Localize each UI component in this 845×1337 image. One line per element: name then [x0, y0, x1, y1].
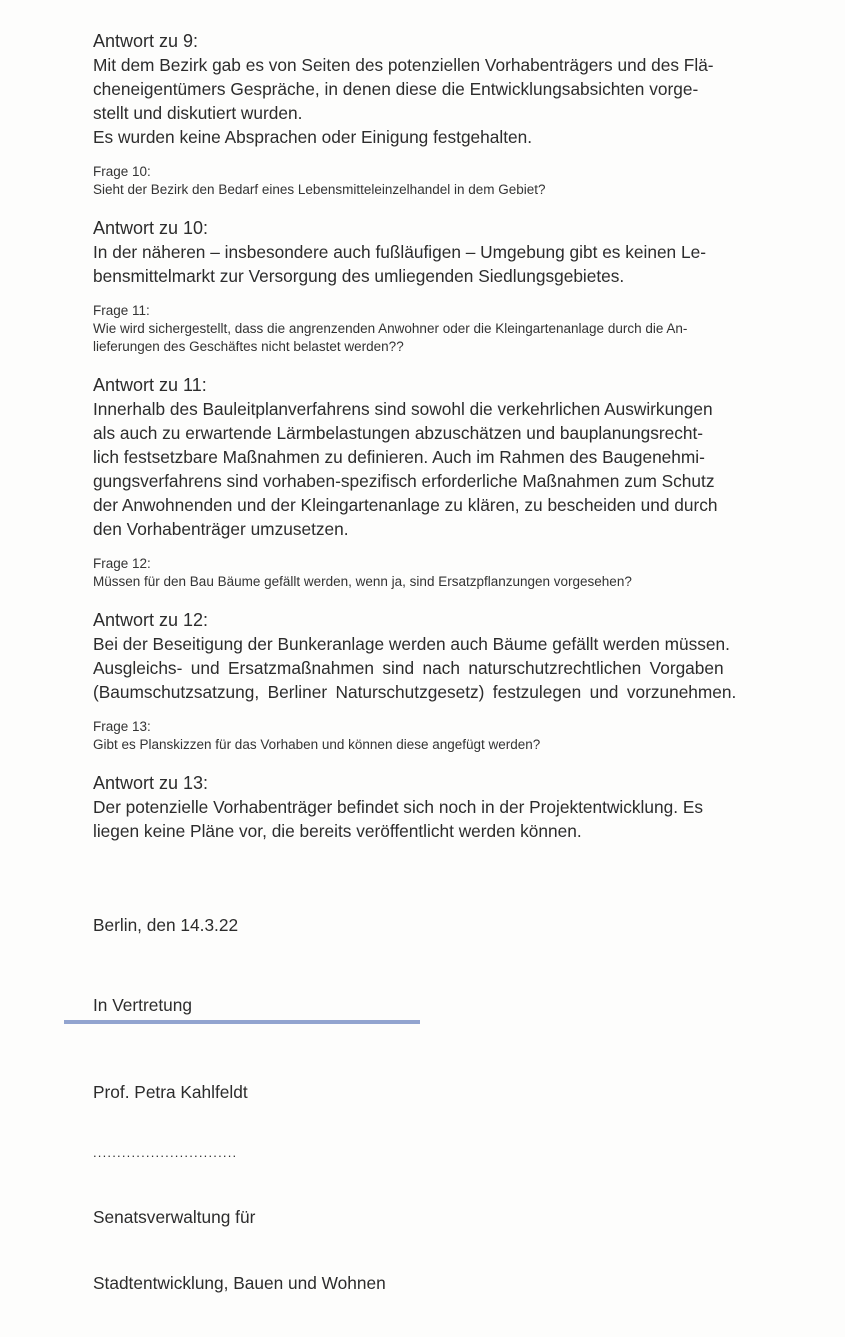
answer-body: [93, 795, 805, 843]
text-line: Bei der Beseitigung der Bunkeranlage werden auch Bäume gefällt werden müssen.: [93, 634, 730, 654]
org-name-line-2: Stadtentwicklung, Bauen und Wohnen: [93, 1273, 386, 1293]
text-line: Wie wird sichergestellt, dass die angrenzenden Anwohner oder die Kleingartenanlage durch die An-: [93, 321, 688, 336]
text-line: Antwort zu 10:: [93, 218, 209, 238]
text-line: Frage 13:: [93, 719, 151, 734]
text-line: Ausgleichs- und Ersatzmaßnahmen sind nach naturschutzrechtlichen Vorgaben: [93, 658, 724, 678]
answer-heading: [93, 29, 805, 53]
text-line: cheneigentümers Gespräche, in denen diese die Entwicklungsabsichten vorge-: [93, 79, 699, 99]
question-heading: [93, 302, 805, 320]
text-line: Antwort zu 13:: [93, 773, 209, 793]
text-line: als auch zu erwartende Lärmbelastungen abzuschätzen und bauplanungsrecht-: [93, 423, 704, 443]
answer-heading: [93, 216, 805, 240]
answer-body: [93, 240, 805, 288]
text-line: Sieht der Bezirk den Bedarf eines Lebensmitteleinzelhandel in dem Gebiet?: [93, 182, 546, 197]
answer-heading: [93, 373, 805, 397]
text-line: Es wurden keine Absprachen oder Einigung festgehalten.: [93, 127, 533, 147]
answer-heading: [93, 608, 805, 632]
question-heading: [93, 555, 805, 573]
signature-dotted-line: ..............................: [93, 1145, 238, 1160]
question-body: [93, 736, 805, 754]
answer-body: [93, 632, 805, 704]
text-line: Frage 10:: [93, 164, 151, 179]
text-line: Gibt es Planskizzen für das Vorhaben und können diese angefügt werden?: [93, 737, 541, 752]
text-line: der Anwohnenden und der Kleingartenanlage zu klären, zu bescheiden und durch: [93, 495, 718, 515]
text-line: lieferungen des Geschäftes nicht belastet werden??: [93, 339, 404, 354]
text-line: Antwort zu 11:: [93, 375, 207, 395]
place-date-line: Berlin, den 14.3.22: [93, 915, 239, 935]
text-line: Antwort zu 12:: [93, 610, 209, 630]
answer-body: [93, 53, 805, 149]
signer-name: Prof. Petra Kahlfeldt: [93, 1082, 248, 1102]
text-line: (Baumschutzsatzung, Berliner Naturschutzgesetz) festzulegen und vorzunehmen.: [93, 682, 737, 702]
text-line: Frage 11:: [93, 303, 150, 318]
text-line: stellt und diskutiert wurden.: [93, 103, 303, 123]
text-line: lich festsetzbare Maßnahmen zu definieren. Auch im Rahmen des Baugenehmi-: [93, 447, 705, 467]
cut-off-blue-line: [64, 1020, 420, 1024]
text-line: Müssen für den Bau Bäume gefällt werden, wenn ja, sind Ersatzpflanzungen vorgesehen?: [93, 574, 632, 589]
text-line: den Vorhabenträger umzusetzen.: [93, 519, 349, 539]
question-body: [93, 181, 805, 199]
answer-body: [93, 397, 805, 541]
in-vertretung-line: In Vertretung: [93, 995, 192, 1015]
text-line: Frage 12:: [93, 556, 151, 571]
question-body: [93, 573, 805, 591]
text-line: In der näheren – insbesondere auch fußläufigen – Umgebung gibt es keinen Le-: [93, 242, 706, 262]
text-line: liegen keine Pläne vor, die bereits veröffentlicht werden können.: [93, 821, 582, 841]
document-blocks: [93, 29, 805, 843]
text-line: Innerhalb des Bauleitplanverfahrens sind sowohl die verkehrlichen Auswirkungen: [93, 399, 713, 419]
text-line: Antwort zu 9:: [93, 31, 199, 51]
answer-heading: [93, 771, 805, 795]
text-line: Mit dem Bezirk gab es von Seiten des potenziellen Vorhabenträgers und des Flä-: [93, 55, 714, 75]
question-heading: [93, 718, 805, 736]
closing-section: [93, 871, 805, 1337]
question-heading: [93, 163, 805, 181]
text-line: gungsverfahrens sind vorhaben-spezifisch erforderliche Maßnahmen zum Schutz: [93, 471, 715, 491]
question-body: [93, 320, 805, 356]
text-line: Der potenzielle Vorhabenträger befindet sich noch in der Projektentwicklung. Es: [93, 797, 703, 817]
org-name-line-1: Senatsverwaltung für: [93, 1207, 256, 1227]
text-line: bensmittelmarkt zur Versorgung des umliegenden Siedlungsgebietes.: [93, 266, 625, 286]
